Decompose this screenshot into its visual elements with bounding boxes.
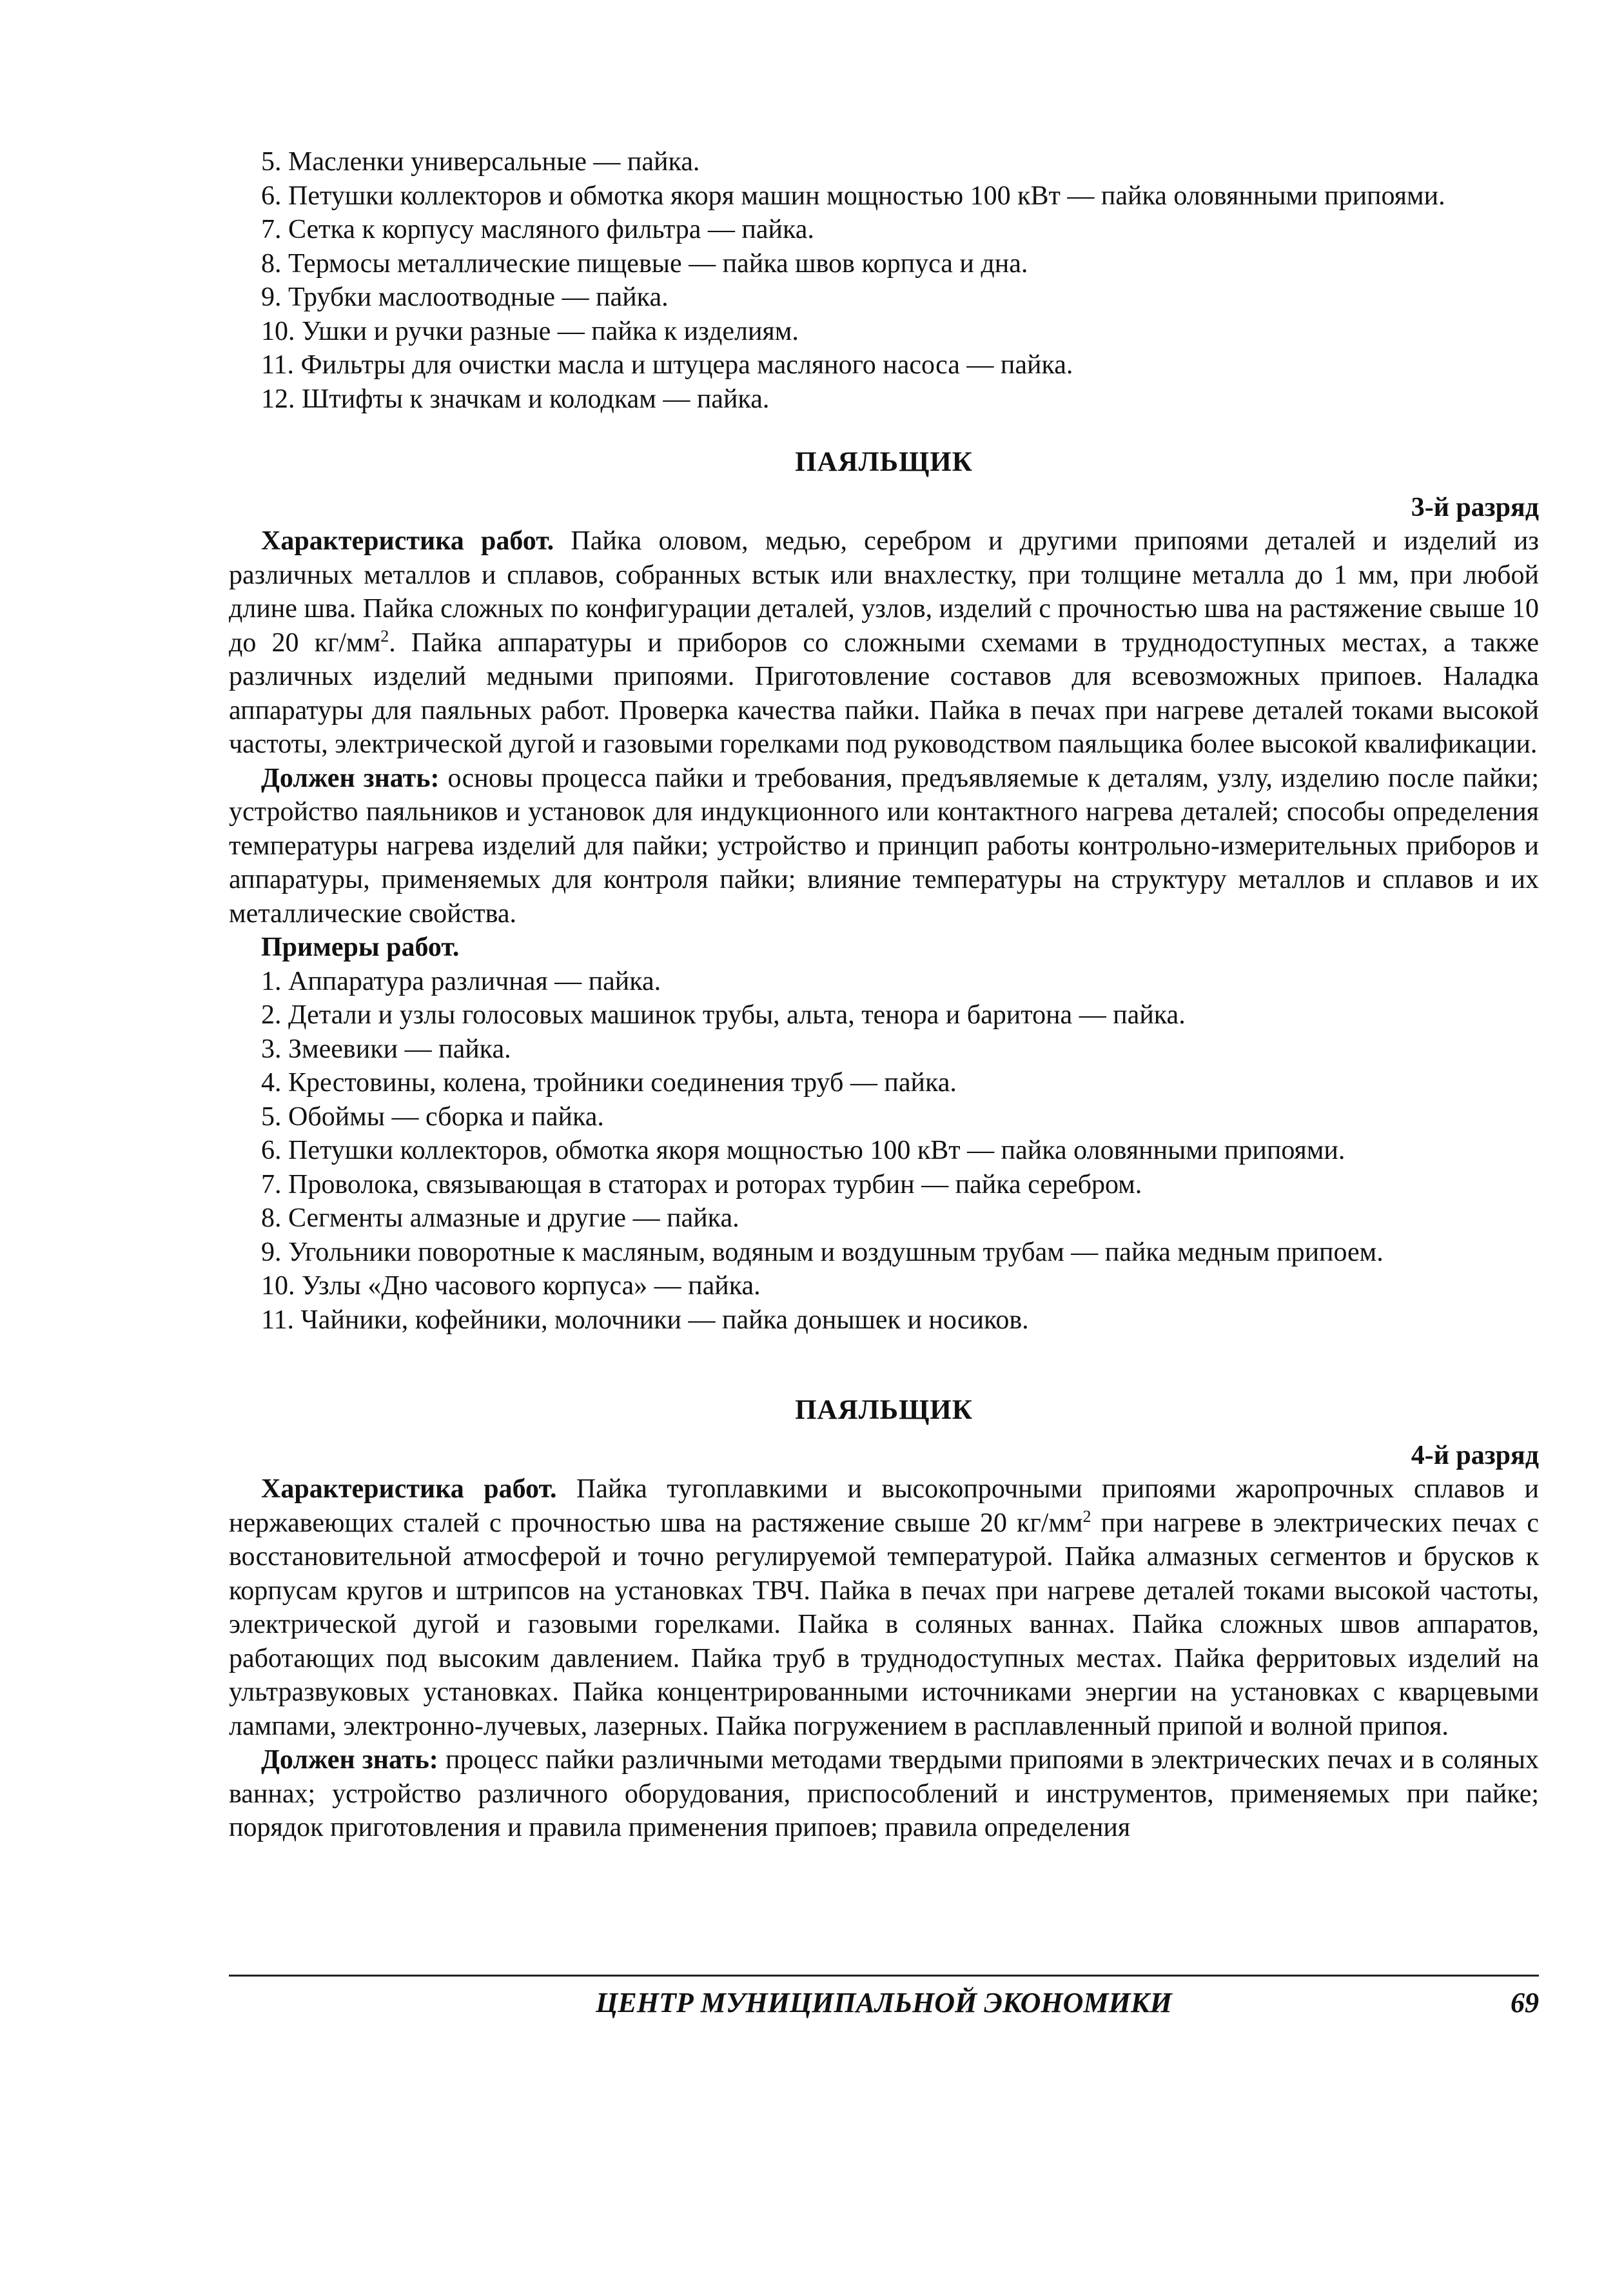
example-item: 9. Угольники поворотные к масляным, водяным и воздушным трубам — пайка медным припоем. — [261, 1237, 1384, 1267]
characteristics-text: при нагреве в электрических печах с восстановительной атмосферой и точно регулируемой температурой. Пайка алмазных сегментов и брусков к корпусам кругов и штрипсов на установках ТВЧ. Пайка в печах при нагреве деталей токами высокой частоты, электрической дугой и газовыми горелками. Пайка в соляных ваннах. Пайка сложных швов аппаратов, работающих под высоким давлением. Пайка труб в труднодоступных местах. Пайка ферритовых изделий на ультразвуковых установках. Пайка концентрированными источниками энергии на установках с кварцевыми лампами, электронно-лучевых, лазерных. Пайка погружением в расплавленный припой и волной припоя. — [229, 1508, 1539, 1741]
characteristics-label: Характеристика работ. — [261, 526, 554, 556]
example-item: 10. Узлы «Дно часового корпуса» — пайка. — [261, 1271, 761, 1301]
characteristics-text: . Пайка аппаратуры и приборов со сложными схемами в труднодоступных местах, а также различных изделий медными припоями. Приготовление составов для всевозможных припоев. Наладка аппаратуры для паяльных работ. Проверка качества пайки. Пайка в печах при нагреве деталей токами высокой частоты, электрической дугой и газовыми горелками под руководством паяльщика более высокой квалификации. — [229, 627, 1540, 759]
top-list-item: 5. Масленки универсальные — пайка. — [261, 147, 700, 177]
page-number: 69 — [1511, 1987, 1539, 2018]
superscript: 2 — [380, 626, 389, 646]
page-footer — [229, 1986, 1539, 2025]
example-item: 7. Проволока, связывающая в статорах и роторах турбин — пайка серебром. — [261, 1169, 1142, 1199]
section-3-knowledge — [229, 762, 1539, 931]
knowledge-text: процесс пайки различными методами твердыми припоями в электрических печах и в соляных ваннах; устройство различного оборудования, приспособлений и инструментов, применяемых при пайке; порядок приготовления и правила применения припоев; правила определения — [229, 1745, 1539, 1842]
top-list-item: 9. Трубки маслоотводные — пайка. — [261, 282, 669, 312]
example-item: 2. Детали и узлы голосовых машинок трубы, альта, тенора и баритона — пайка. — [261, 1000, 1186, 1030]
knowledge-label: Должен знать: — [261, 1745, 438, 1775]
top-list-item: 11. Фильтры для очистки масла и штуцера масляного насоса — пайка. — [261, 350, 1073, 380]
footer-title: ЦЕНТР МУНИЦИПАЛЬНОЙ ЭКОНОМИКИ — [596, 1987, 1172, 2018]
example-item: 11. Чайники, кофейники, молочники — пайка донышек и носиков. — [261, 1305, 1029, 1335]
footer-divider — [229, 1975, 1539, 1977]
section-4-heading: ПАЯЛЬЩИК — [795, 1395, 973, 1425]
characteristics-text: Пайка тугоплавкими и высокопрочными припоями жаропрочных сплавов и нержавеющих сталей с прочностью шва на растяжение свыше 20 кг/мм — [229, 1474, 1539, 1538]
top-list-item: 8. Термосы металлические пищевые — пайка швов корпуса и дна. — [261, 248, 1028, 279]
section-4-grade: 4-й разряд — [1411, 1441, 1539, 1470]
knowledge-text: основы процесса пайки и требования, предъявляемые к деталям, узлу, изделию после пайки; устройство паяльников и установок для индукционного или контактного нагрева деталей; способы определения температуры нагрева изделий для пайки; устройство и принцип работы контрольно-измерительных приборов и аппаратуры, применяемых для контроля пайки; влияние температуры на структуру металлов и сплавов и их металлические свойства. — [229, 763, 1539, 929]
section-3-heading: ПАЯЛЬЩИК — [795, 447, 973, 477]
knowledge-label: Должен знать: — [261, 763, 440, 793]
top-list-item: 7. Сетка к корпусу масляного фильтра — пайка. — [261, 215, 814, 244]
superscript: 2 — [1082, 1506, 1091, 1526]
example-item: 4. Крестовины, колена, тройники соединения труб — пайка. — [261, 1068, 957, 1098]
page-content — [229, 145, 1539, 1845]
example-item: 8. Сегменты алмазные и другие — пайка. — [261, 1203, 739, 1233]
examples-label: Примеры работ. — [261, 932, 460, 962]
example-item: 1. Аппаратура различная — пайка. — [261, 966, 661, 996]
top-list-item: 10. Ушки и ручки разные — пайка к изделиям. — [261, 316, 799, 346]
section-3-characteristics — [229, 524, 1539, 762]
section-4-knowledge — [229, 1743, 1539, 1845]
section-3-grade: 3-й разряд — [1411, 493, 1539, 522]
section-4-characteristics — [229, 1472, 1539, 1743]
example-item: 3. Змеевики — пайка. — [261, 1034, 511, 1064]
example-item: 5. Обоймы — сборка и пайка. — [261, 1101, 604, 1132]
characteristics-text: Пайка оловом, медью, серебром и другими припоями деталей и изделий из различных металлов и сплавов, собранных встык или внахлестку, при толщине металла до 1 мм, при любой длине шва. Пайка сложных по конфигурации деталей, узлов, изделий с прочностью шва на растяжение свыше 10 до 20 кг/мм — [229, 526, 1539, 658]
top-list-item: 6. Петушки коллекторов и обмотка якоря машин мощностью 100 кВт — пайка оловянными припоями. — [261, 181, 1445, 211]
characteristics-label: Характеристика работ. — [261, 1474, 557, 1504]
example-item: 6. Петушки коллекторов, обмотка якоря мощностью 100 кВт — пайка оловянными припоями. — [261, 1136, 1345, 1165]
top-list-item: 12. Штифты к значкам и колодкам — пайка. — [261, 384, 770, 414]
